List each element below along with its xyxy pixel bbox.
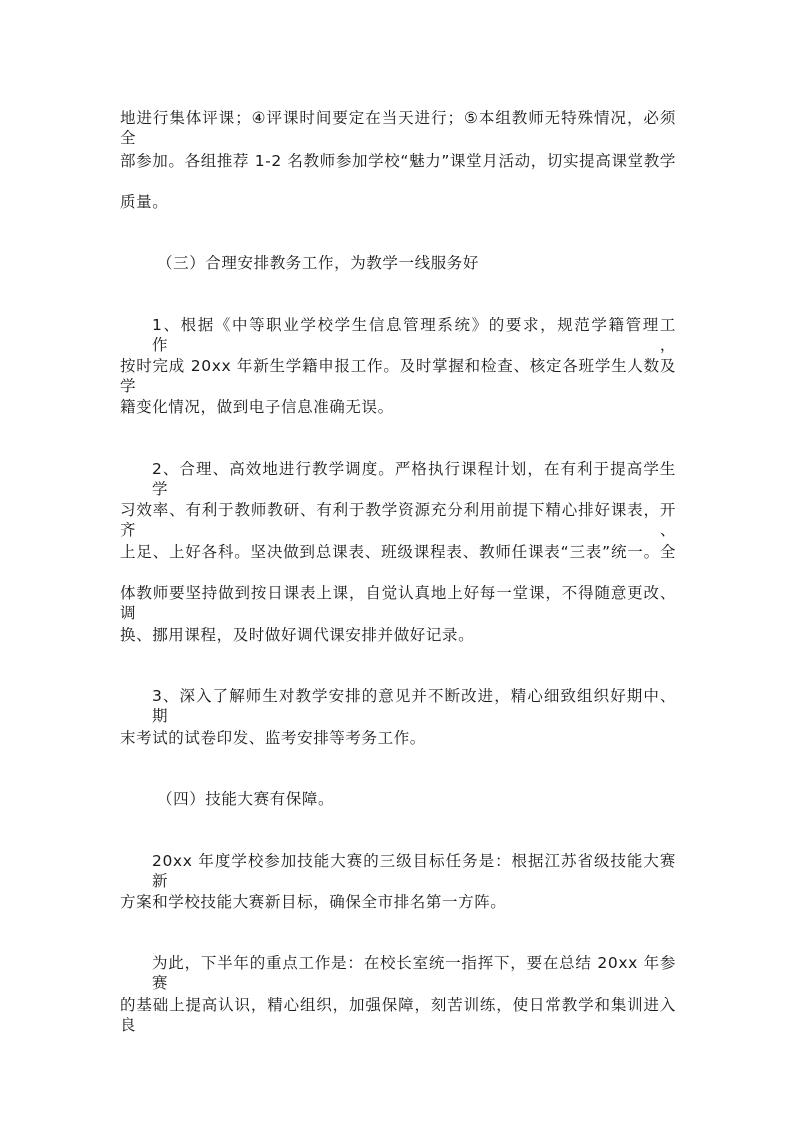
text-line: 20xx 年度学校参加技能大赛的三级目标任务是：根据江苏省级技能大赛新 (152, 852, 676, 890)
text-line: 习效率、有利于教师教研、有利于教学资源充分利用前提下精心排好课表，开齐、 (120, 501, 676, 539)
text-line: 换、挪用课程，及时做好调代课安排并做好记录。 (120, 626, 475, 644)
text-line: 地进行集体评课；④评课时间要定在当天进行；⑤本组教师无特殊情况，必须全 (120, 109, 676, 147)
text-line: 的基础上提高认识，精心组织，加强保障，刻苦训练，使日常教学和集训进入良 (120, 996, 676, 1034)
text-line: 1、根据《中等职业学校学生信息管理系统》的要求，规范学籍管理工作， (152, 316, 676, 354)
text-line: 为此，下半年的重点工作是：在校长室统一指挥下，要在总结 20xx 年参赛 (152, 954, 676, 992)
text-line: 末考试的试卷印发、监考安排等考务工作。 (120, 729, 426, 747)
text-line: 上足、上好各科。坚决做到总课表、班级课程表、教师任课表“三表”统一。全 (120, 543, 676, 561)
section-heading-4: （四）技能大赛有保障。 (157, 790, 335, 808)
text-line: 方案和学校技能大赛新目标，确保全市排名第一方阵。 (120, 893, 507, 911)
section-heading-3: （三）合理安排教务工作，为教学一线服务好 (157, 254, 480, 272)
text-line: 质量。 (120, 193, 169, 211)
text-line: 2、合理、高效地进行教学调度。严格执行课程计划，在有利于提高学生学 (152, 460, 676, 498)
text-line: 籍变化情况，做到电子信息准确无误。 (120, 398, 394, 416)
text-line: 按时完成 20xx 年新生学籍申报工作。及时掌握和检查、核定各班学生人数及学 (120, 357, 676, 395)
text-line: 体教师要坚持做到按日课表上课，自觉认真地上好每一堂课，不得随意更改、调 (120, 584, 676, 622)
text-line: 3、深入了解师生对教学安排的意见并不断改进，精心细致组织好期中、期 (152, 687, 676, 725)
text-line: 部参加。各组推荐 1-2 名教师参加学校“魅力”课堂月活动，切实提高课堂教学 (120, 152, 676, 170)
